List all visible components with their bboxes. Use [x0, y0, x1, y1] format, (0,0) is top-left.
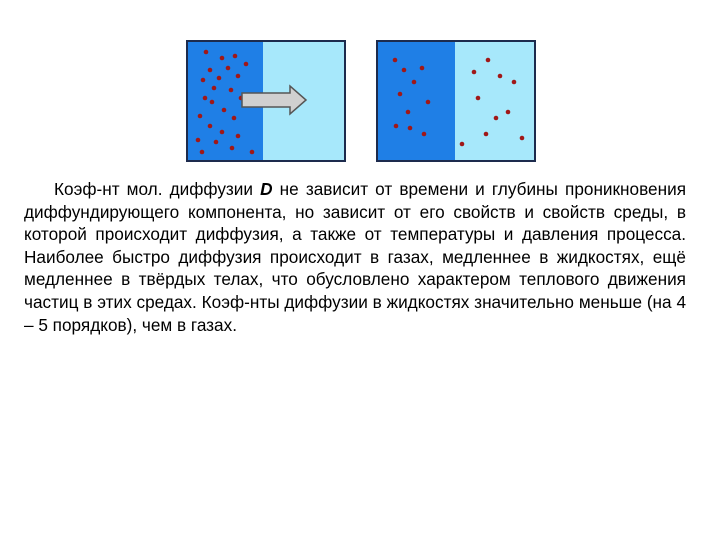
particle: [220, 56, 225, 61]
particle: [198, 114, 203, 119]
particle: [406, 110, 411, 115]
dilute-region: [455, 41, 535, 161]
diffusion-initial-figure: [186, 40, 346, 162]
particle: [196, 138, 201, 143]
diffusion-later-figure: [376, 40, 536, 162]
diffusion-coefficient-symbol: D: [260, 179, 273, 199]
paragraph-start: Коэф-нт мол. диффузии: [54, 179, 261, 199]
particle: [460, 142, 465, 147]
particle: [200, 150, 205, 155]
particle: [220, 130, 225, 135]
particle: [233, 54, 238, 59]
particle: [236, 74, 241, 79]
particle: [232, 116, 237, 121]
particle: [393, 58, 398, 63]
particle: [244, 62, 249, 67]
particle: [201, 78, 206, 83]
dense-region: [377, 41, 455, 161]
particle: [408, 126, 413, 131]
body-paragraph: [24, 178, 686, 336]
diffusion-initial-svg: [186, 40, 346, 162]
particle: [472, 70, 477, 75]
particle: [212, 86, 217, 91]
particle: [210, 100, 215, 105]
particle: [203, 96, 208, 101]
diffusion-later-svg: [376, 40, 536, 162]
particle: [498, 74, 503, 79]
paragraph-text: [24, 178, 686, 336]
particle: [420, 66, 425, 71]
particle: [398, 92, 403, 97]
particle: [512, 80, 517, 85]
particle: [412, 80, 417, 85]
particle: [222, 108, 227, 113]
particle: [426, 100, 431, 105]
paragraph-rest: не зависит от времени и глубины проникновения диффундирующего компонента, но зависит от его свойств и свойств среды, в которой происходит диффузия, а также от температуры и давления процесса. Наиболее быстро диффузия происходит в газах, медленнее в жидкостях, ещё медленнее в твёрдых телах, что обусловлено характером теплового движения частиц в этих средах. Коэф-нты диффузии в жидкостях значительно меньше (на 4 – 5 порядков), чем в газах.: [24, 179, 686, 335]
particle: [250, 150, 255, 155]
particle: [208, 124, 213, 129]
particle: [204, 50, 209, 55]
particle: [236, 134, 241, 139]
particle: [402, 68, 407, 73]
particle: [214, 140, 219, 145]
particle: [476, 96, 481, 101]
particle: [520, 136, 525, 141]
particle: [230, 146, 235, 151]
particle: [422, 132, 427, 137]
particle: [217, 76, 222, 81]
particle: [229, 88, 234, 93]
particle: [484, 132, 489, 137]
particle: [506, 110, 511, 115]
particle: [208, 68, 213, 73]
particle: [486, 58, 491, 63]
particle: [394, 124, 399, 129]
particle: [226, 66, 231, 71]
particle: [494, 116, 499, 121]
